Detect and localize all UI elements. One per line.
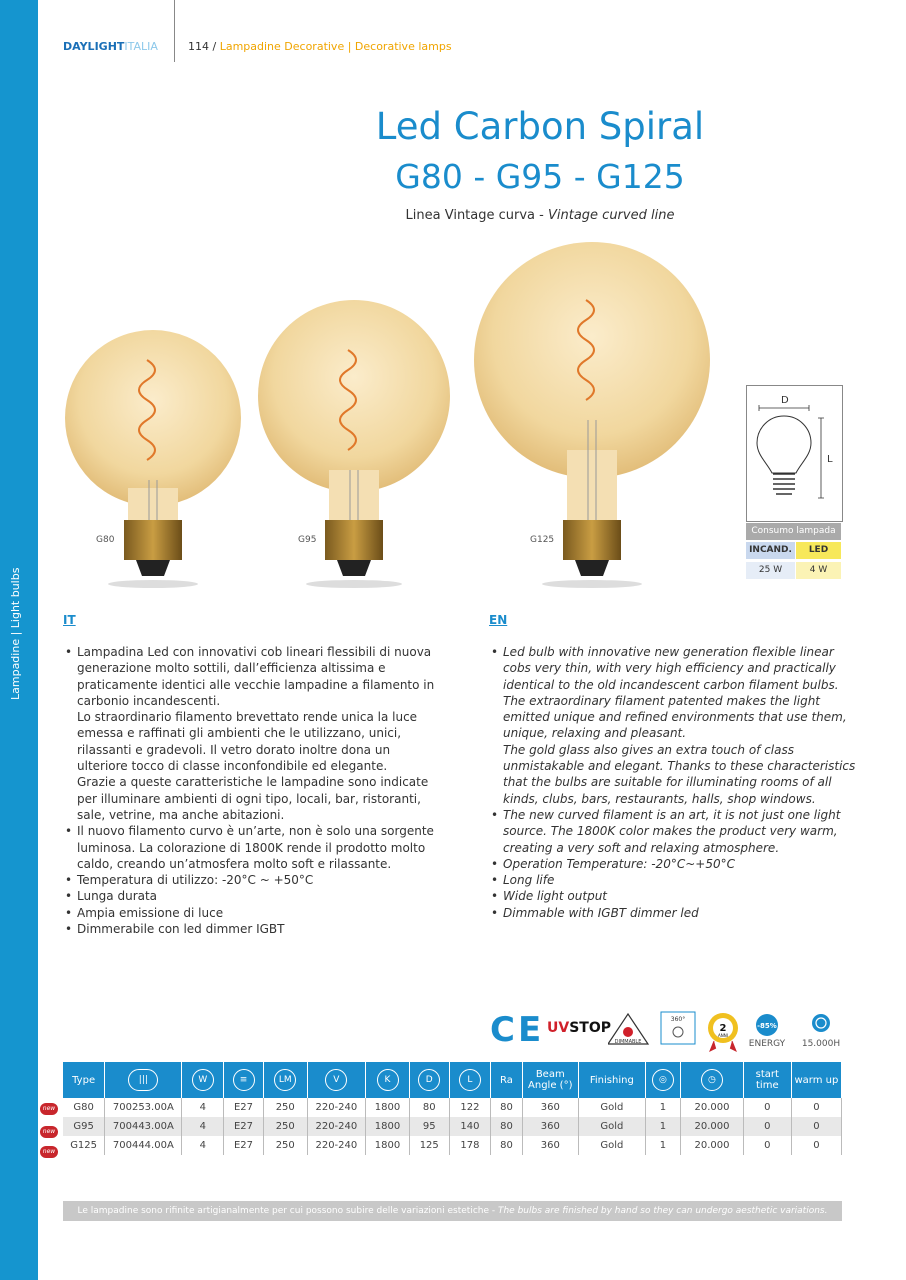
svg-text:ANNI: ANNI xyxy=(718,1033,728,1038)
list-item: • Operation Temperature: -20°C~+50°C xyxy=(503,856,865,872)
bulb-g80 xyxy=(65,330,241,588)
table-row: G80 700253.00A 4 E27 250 220-240 1800 80 122 80 360 Gold 1 20.000 0 0 xyxy=(63,1098,842,1117)
product-title: Led Carbon Spiral xyxy=(375,105,705,148)
beam-angle-icon xyxy=(661,1012,695,1044)
list-item: • Dimmerabile con led dimmer IGBT xyxy=(77,921,439,937)
bulb-g125 xyxy=(474,242,710,588)
new-badge: new xyxy=(40,1126,58,1138)
col-socket xyxy=(224,1062,264,1098)
col-finishing: Finishing xyxy=(578,1062,645,1098)
lumen-icon: LM xyxy=(274,1069,296,1091)
table-header-row xyxy=(63,1062,842,1098)
svg-text:15.000H: 15.000H xyxy=(801,1039,841,1049)
hours-icon: ◷ xyxy=(701,1069,723,1091)
brand-light: ITALIA xyxy=(124,40,158,53)
list-item: • Led bulb with innovative new generation flexible linear cobs very thin, with very high efficiency and practically identical to the old incandescent carbon filament bulbs. The extraordinary filament patented makes the light emitted unique and refined environments that use them, unique, relaxing and pleasant. The gold glass also gives an extra touch of class unmistakable and elegant. Thanks to these characteristics that the bulbs are suitable for illuminating rooms of all kinds, clubs, bars, restaurants, halls, shop windows. xyxy=(503,644,865,807)
ce-mark-icon: CE xyxy=(490,1010,545,1050)
col-length xyxy=(449,1062,491,1098)
new-badge: new xyxy=(40,1146,58,1158)
dimmable-icon xyxy=(608,1014,648,1045)
en-bullet-list xyxy=(489,644,865,921)
col-lifetime xyxy=(681,1062,744,1098)
consumption-labels xyxy=(746,542,841,559)
col-type: Type xyxy=(63,1062,105,1098)
energy-icon xyxy=(749,1014,786,1049)
section-title: Lampadine Decorative | Decorative lamps xyxy=(219,40,452,53)
col-ra: Ra xyxy=(491,1062,522,1098)
sidebar-label: Lampadine | Light bulbs xyxy=(9,567,22,700)
svg-text:360°: 360° xyxy=(670,1016,686,1023)
bulb-label-g125: G125 xyxy=(530,535,555,545)
col-code xyxy=(105,1062,182,1098)
list-item: • Lampadina Led con innovativi cob lineari flessibili di nuova generazione molto sottili, dall’efficienza altissima e praticamente identici alle vecchie lampadine a filamento in carbonio incandescenti. Lo straordinario filamento brevettato rende unica la luce emessa e raffinati gli ambienti che le utilizzano, unici, rilassanti e gradevoli. Il vetro dorato inoltre dona un ulteriore tocco di classe inconfondibile ed elegante. Grazie a queste caratteristiche le lampadine sono indicate per illuminare ambienti di ogni tipo, locali, bar, ristoranti, sale, vetrine, ma anche abitazioni. xyxy=(77,644,439,823)
certification-icons xyxy=(490,1010,845,1055)
warranty-icon xyxy=(708,1013,738,1051)
list-item: • Wide light output xyxy=(503,888,865,904)
svg-text:2: 2 xyxy=(719,1023,727,1034)
list-item: • Ampia emissione di luce xyxy=(77,905,439,921)
col-beam: Beam Angle (°) xyxy=(522,1062,578,1098)
kelvin-icon: K xyxy=(377,1069,399,1091)
uv-stop-icon: UVSTOP xyxy=(547,1020,611,1036)
col-lumen xyxy=(263,1062,307,1098)
bulb-g95 xyxy=(258,300,450,588)
bulb-outline-icon xyxy=(747,386,842,521)
col-volt xyxy=(307,1062,365,1098)
svg-text:ENERGY: ENERGY xyxy=(748,1039,786,1049)
led-label: LED xyxy=(796,542,841,559)
socket-icon: ≡ xyxy=(233,1069,255,1091)
brand-bold: DAYLIGHT xyxy=(63,40,125,53)
bulb-label-g95: G95 xyxy=(298,535,317,545)
footer-en: The bulbs are finished by hand so they can undergo aesthetic variations. xyxy=(497,1206,828,1216)
col-start: start time xyxy=(743,1062,791,1098)
table-row: G125 700444.00A 4 E27 250 220-240 1800 125 178 80 360 Gold 1 20.000 0 0 xyxy=(63,1136,842,1155)
tagline-it: Linea Vintage curva - xyxy=(405,208,548,223)
dim-d-label: D xyxy=(781,395,789,406)
product-models: G80 - G95 - G125 xyxy=(395,157,685,196)
it-bullet-list xyxy=(63,644,439,937)
col-watt xyxy=(182,1062,224,1098)
page-number: 114 / xyxy=(188,40,217,53)
svg-text:DIMMABLE: DIMMABLE xyxy=(614,1039,642,1045)
it-heading: IT xyxy=(63,613,76,627)
list-item: • Il nuovo filamento curvo è un’arte, non è solo una sorgente luminosa. La colorazione di 1800K rende il prodotto molto caldo, creando un’atmosfera molto soft e rilassante. xyxy=(77,823,439,872)
barcode-icon: ||| xyxy=(128,1069,158,1091)
bulb-label-g80: G80 xyxy=(96,535,115,545)
footer-note xyxy=(63,1201,842,1221)
new-badge: new xyxy=(40,1103,58,1115)
list-item: • Lunga durata xyxy=(77,888,439,904)
volt-icon: V xyxy=(325,1069,347,1091)
list-item: • Long life xyxy=(503,872,865,888)
col-pack xyxy=(645,1062,680,1098)
consumption-values xyxy=(746,562,841,579)
dim-l-label: L xyxy=(827,454,833,465)
list-item: • Dimmable with IGBT dimmer led xyxy=(503,905,865,921)
lifetime-icon xyxy=(802,1014,840,1049)
box-icon: ◎ xyxy=(652,1069,674,1091)
feature-icons xyxy=(608,1010,845,1055)
incand-label: INCAND. xyxy=(746,542,795,559)
length-icon: L xyxy=(459,1069,481,1091)
dimension-diagram xyxy=(746,385,843,522)
list-item: • The new curved filament is an art, it is not just one light source. The 1800K color makes the product very warm, creating a very soft and relaxing atmosphere. xyxy=(503,807,865,856)
watt-icon: W xyxy=(192,1069,214,1091)
list-item: • Temperatura di utilizzo: -20°C ~ +50°C xyxy=(77,872,439,888)
table-row: G95 700443.00A 4 E27 250 220-240 1800 95 140 80 360 Gold 1 20.000 0 0 xyxy=(63,1117,842,1136)
consumption-title: Consumo lampada xyxy=(746,523,841,540)
diameter-icon: D xyxy=(418,1069,440,1091)
svg-text:-85%: -85% xyxy=(757,1022,777,1030)
spec-table xyxy=(63,1062,842,1155)
footer-it: Le lampadine sono rifinite artigianalmente per cui possono subire delle variazioni estetiche - xyxy=(77,1206,498,1216)
tagline-en: Vintage curved line xyxy=(547,208,675,223)
col-kelvin xyxy=(366,1062,410,1098)
col-diameter xyxy=(409,1062,449,1098)
incand-value: 25 W xyxy=(746,562,795,579)
col-warmup: warm up xyxy=(791,1062,841,1098)
en-heading: EN xyxy=(489,613,508,627)
led-value: 4 W xyxy=(796,562,841,579)
